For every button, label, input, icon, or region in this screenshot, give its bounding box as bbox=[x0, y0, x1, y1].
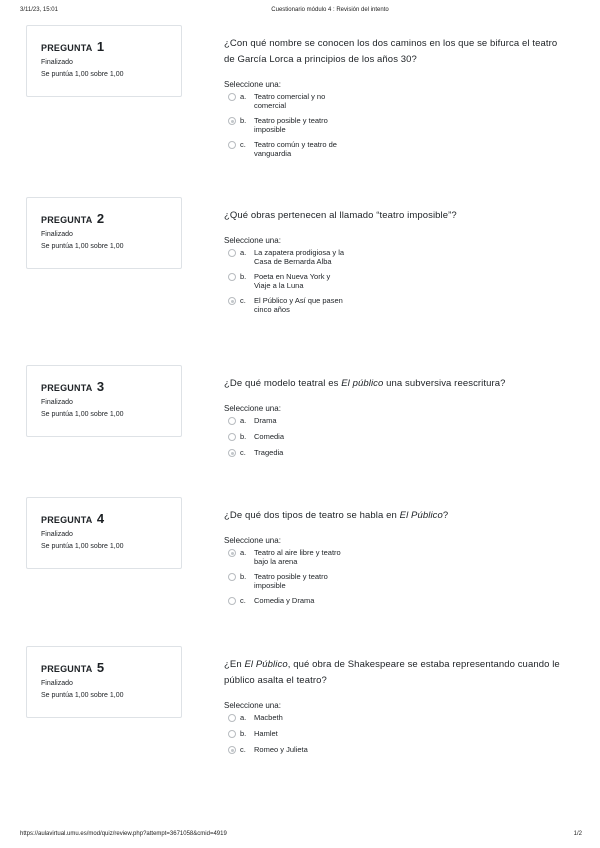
answer-text: La zapatera prodigiosa y la Casa de Bernarda Alba bbox=[254, 248, 345, 266]
answer-letter: c. bbox=[240, 596, 246, 605]
answer-list bbox=[224, 92, 564, 158]
question-text-part: ¿En bbox=[224, 659, 245, 670]
question-label: PREGUNTA bbox=[41, 43, 93, 53]
radio-unchecked-icon[interactable] bbox=[228, 93, 236, 101]
question-label: PREGUNTA bbox=[41, 515, 93, 525]
answer-option[interactable] bbox=[224, 92, 564, 110]
answer-text: Comedia y Drama bbox=[254, 596, 315, 605]
answer-option[interactable] bbox=[224, 416, 564, 426]
question-content bbox=[224, 208, 564, 320]
question-state: Finalizado bbox=[41, 680, 73, 687]
radio-unchecked-icon[interactable] bbox=[228, 417, 236, 425]
answer-prompt: Seleccione una: bbox=[224, 404, 281, 413]
question-text-italic: El Público bbox=[244, 659, 288, 670]
question-grade: Se puntúa 1,00 sobre 1,00 bbox=[41, 692, 124, 699]
answer-list bbox=[224, 416, 564, 458]
question-grade: Se puntúa 1,00 sobre 1,00 bbox=[41, 411, 124, 418]
question-grade: Se puntúa 1,00 sobre 1,00 bbox=[41, 71, 124, 78]
question-number-value: 4 bbox=[96, 511, 105, 526]
answer-option[interactable] bbox=[224, 140, 564, 158]
question-text bbox=[224, 508, 564, 524]
question-text-part: ? bbox=[442, 510, 449, 521]
radio-unchecked-icon[interactable] bbox=[228, 141, 236, 149]
radio-unchecked-icon[interactable] bbox=[228, 249, 236, 257]
page-number: 1/2 bbox=[573, 831, 582, 837]
radio-unchecked-icon[interactable] bbox=[228, 433, 236, 441]
answer-text: Comedia bbox=[254, 432, 285, 441]
answer-text: Teatro común y teatro de vanguardia bbox=[254, 140, 337, 158]
answer-text: Teatro comercial y no comercial bbox=[254, 92, 326, 110]
answer-letter: c. bbox=[240, 140, 246, 149]
radio-unchecked-icon[interactable] bbox=[228, 730, 236, 738]
question-text bbox=[224, 657, 564, 689]
answer-option[interactable] bbox=[224, 713, 564, 723]
answer-list bbox=[224, 248, 564, 314]
question-info-box bbox=[26, 646, 182, 718]
answer-letter: c. bbox=[240, 745, 246, 754]
answer-list bbox=[224, 548, 564, 606]
answer-text: Hamlet bbox=[254, 729, 278, 738]
answer-text: Teatro posible y teatro imposible bbox=[254, 572, 328, 590]
question-label: PREGUNTA bbox=[41, 383, 93, 393]
question-text-italic: El público bbox=[341, 378, 384, 389]
question-text-part: una subversiva reescritura? bbox=[383, 378, 506, 389]
question-info-box bbox=[26, 365, 182, 437]
answer-option[interactable] bbox=[224, 248, 564, 266]
answer-option[interactable] bbox=[224, 448, 564, 458]
question-state: Finalizado bbox=[41, 531, 73, 538]
question-number-value: 3 bbox=[96, 379, 105, 394]
question-state: Finalizado bbox=[41, 59, 73, 66]
answer-text: Tragedia bbox=[254, 448, 284, 457]
answer-prompt: Seleccione una: bbox=[224, 536, 281, 545]
radio-checked-icon[interactable] bbox=[228, 117, 236, 125]
answer-list bbox=[224, 713, 564, 755]
question-text-part: ¿Con qué nombre se conocen los dos caminos en los que se bifurca el teatro de García Lorca a principios de los años 30? bbox=[224, 38, 558, 65]
answer-text: Drama bbox=[254, 416, 277, 425]
question-state: Finalizado bbox=[41, 231, 73, 238]
print-datetime: 3/11/23, 15:01 bbox=[20, 7, 58, 13]
question-text-part: , qué obra de Shakespeare se estaba representando cuando le público asalta el teatro? bbox=[224, 659, 560, 686]
answer-letter: c. bbox=[240, 296, 246, 305]
answer-letter: a. bbox=[240, 713, 247, 722]
answer-text: Teatro al aire libre y teatro bajo la arena bbox=[254, 548, 341, 566]
answer-letter: b. bbox=[240, 572, 247, 581]
radio-checked-icon[interactable] bbox=[228, 297, 236, 305]
answer-text: El Público y Así que pasen cinco años bbox=[254, 296, 343, 314]
answer-option[interactable] bbox=[224, 572, 564, 590]
question-label: PREGUNTA bbox=[41, 664, 93, 674]
question-number bbox=[41, 379, 181, 394]
question-text-italic: El Público bbox=[399, 510, 443, 521]
question-info-box bbox=[26, 497, 182, 569]
answer-option[interactable] bbox=[224, 548, 564, 566]
answer-letter: a. bbox=[240, 548, 247, 557]
radio-checked-icon[interactable] bbox=[228, 549, 236, 557]
page-title: Cuestionario módulo 4 : Revisión del intento bbox=[271, 7, 389, 13]
question-label: PREGUNTA bbox=[41, 215, 93, 225]
question-info-box bbox=[26, 25, 182, 97]
question-text-part: ¿De qué dos tipos de teatro se habla en bbox=[224, 510, 400, 521]
answer-option[interactable] bbox=[224, 729, 564, 739]
question-number-value: 5 bbox=[96, 660, 105, 675]
answer-option[interactable] bbox=[224, 296, 564, 314]
question-content bbox=[224, 508, 564, 612]
radio-unchecked-icon[interactable] bbox=[228, 273, 236, 281]
answer-letter: a. bbox=[240, 248, 247, 257]
question-number bbox=[41, 660, 181, 675]
answer-prompt: Seleccione una: bbox=[224, 701, 281, 710]
answer-letter: b. bbox=[240, 272, 247, 281]
radio-unchecked-icon[interactable] bbox=[228, 597, 236, 605]
answer-letter: b. bbox=[240, 432, 247, 441]
radio-checked-icon[interactable] bbox=[228, 449, 236, 457]
question-number bbox=[41, 211, 181, 226]
question-content bbox=[224, 657, 564, 761]
question-number-value: 2 bbox=[96, 211, 105, 226]
answer-letter: a. bbox=[240, 416, 247, 425]
question-number bbox=[41, 39, 181, 54]
answer-letter: a. bbox=[240, 92, 247, 101]
question-grade: Se puntúa 1,00 sobre 1,00 bbox=[41, 243, 124, 250]
question-grade: Se puntúa 1,00 sobre 1,00 bbox=[41, 543, 124, 550]
answer-text: Macbeth bbox=[254, 713, 283, 722]
question-text-part: ¿De qué modelo teatral es bbox=[224, 378, 342, 389]
question-content bbox=[224, 376, 564, 464]
answer-option[interactable] bbox=[224, 745, 564, 755]
question-text bbox=[224, 208, 564, 224]
question-content bbox=[224, 36, 564, 164]
answer-text: Teatro posible y teatro imposible bbox=[254, 116, 328, 134]
answer-option[interactable] bbox=[224, 272, 564, 290]
question-number bbox=[41, 511, 181, 526]
question-text-part: ¿Qué obras pertenecen al llamado “teatro imposible”? bbox=[224, 210, 457, 221]
question-text bbox=[224, 376, 564, 392]
answer-text: Poeta en Nueva York y Viaje a la Luna bbox=[254, 272, 331, 290]
radio-checked-icon[interactable] bbox=[228, 746, 236, 754]
answer-option[interactable] bbox=[224, 596, 564, 606]
answer-letter: c. bbox=[240, 448, 246, 457]
question-state: Finalizado bbox=[41, 399, 73, 406]
answer-text: Romeo y Julieta bbox=[254, 745, 308, 754]
answer-letter: b. bbox=[240, 116, 247, 125]
radio-unchecked-icon[interactable] bbox=[228, 573, 236, 581]
question-number-value: 1 bbox=[96, 39, 105, 54]
radio-unchecked-icon[interactable] bbox=[228, 714, 236, 722]
answer-option[interactable] bbox=[224, 116, 564, 134]
answer-option[interactable] bbox=[224, 432, 564, 442]
question-text bbox=[224, 36, 564, 68]
question-info-box bbox=[26, 197, 182, 269]
page-url: https://aulavirtual.umu.es/mod/quiz/review.php?attempt=3671058&cmid=4919 bbox=[20, 831, 227, 837]
answer-prompt: Seleccione una: bbox=[224, 80, 281, 89]
answer-letter: b. bbox=[240, 729, 247, 738]
answer-prompt: Seleccione una: bbox=[224, 236, 281, 245]
